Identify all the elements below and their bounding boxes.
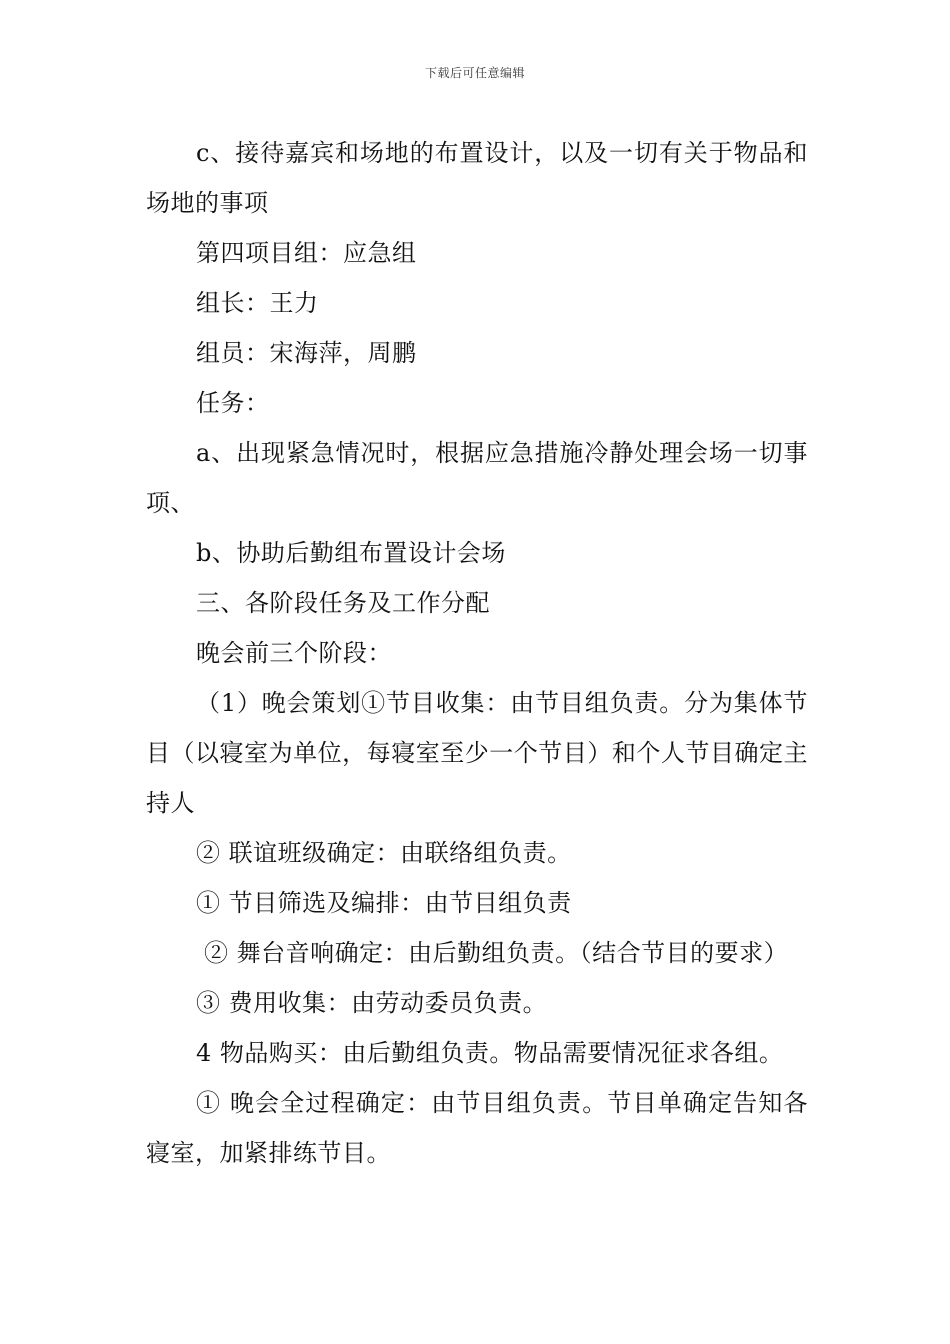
paragraph-task-a: a、出现紧急情况时，根据应急措施冷静处理会场一切事项、 — [146, 439, 808, 517]
paragraph-pre-event-stages: 晚会前三个阶段： — [196, 639, 392, 667]
paragraph-group-members: 组员：宋海萍，周鹏 — [196, 339, 417, 367]
paragraph-reception-duties: c、接待嘉宾和场地的布置设计，以及一切有关于物品和场地的事项 — [146, 139, 808, 217]
paragraph-section-three-heading: 三、各阶段任务及工作分配 — [196, 589, 490, 617]
paragraph-group-four-title: 第四项目组：应急组 — [196, 239, 417, 267]
paragraph-full-process: ① 晚会全过程确定：由节目组负责。节目单确定告知各寝室，加紧排练节目。 — [146, 1089, 808, 1167]
paragraph-tasks-label: 任务： — [196, 389, 270, 417]
paragraph-partner-class: ② 联谊班级确定：由联络组负责。 — [196, 839, 572, 867]
page-header-note: 下载后可任意编辑 — [424, 66, 525, 80]
paragraph-fee-collection: ③ 费用收集：由劳动委员负责。 — [196, 989, 548, 1017]
paragraph-stage-sound: ② 舞台音响确定：由后勤组负责。（结合节目的要求） — [204, 939, 789, 967]
paragraph-program-selection: ① 节目筛选及编排：由节目组负责 — [196, 889, 572, 917]
paragraph-event-planning: （1）晚会策划①节目收集：由节目组负责。分为集体节目（以寝室为单位，每寝室至少一个节目）和个人节目确定主持人 — [146, 689, 808, 817]
paragraph-group-leader: 组长：王力 — [196, 289, 319, 317]
paragraph-task-b: b、协助后勤组布置设计会场 — [196, 539, 506, 567]
document-body — [146, 128, 808, 1178]
paragraph-item-purchase: 4 物品购买：由后勤组负责。物品需要情况征求各组。 — [196, 1039, 784, 1067]
